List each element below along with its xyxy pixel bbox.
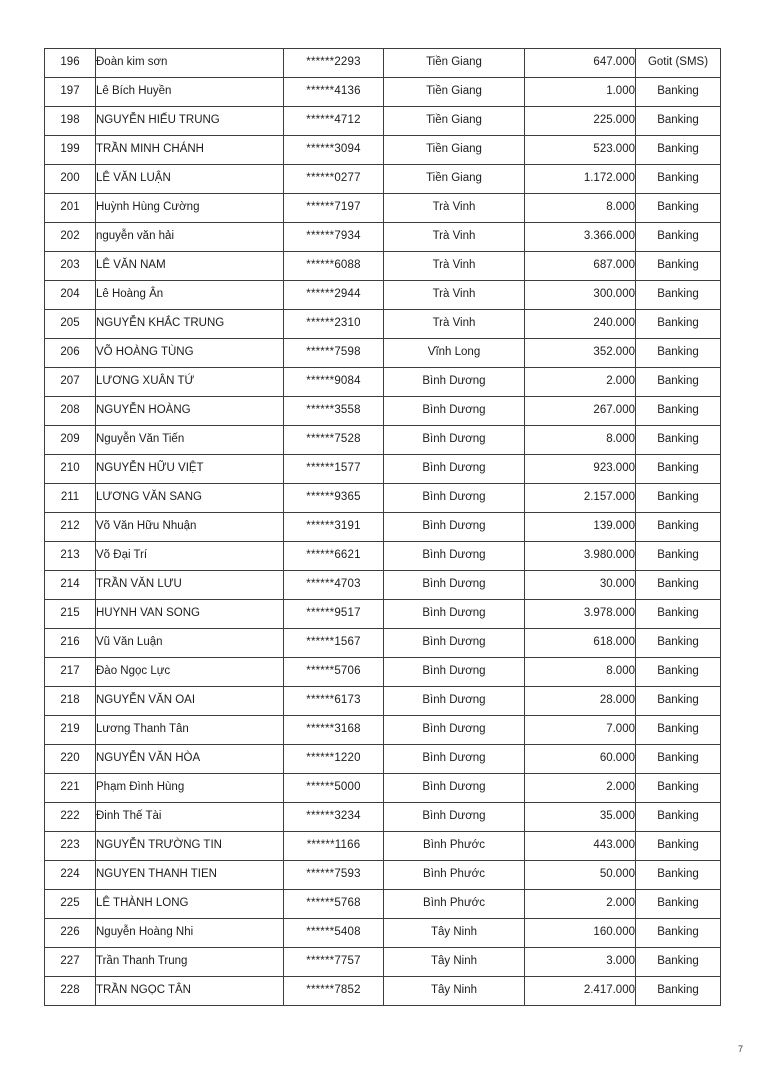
method-cell: Banking <box>636 919 721 948</box>
province-cell: Bình Dương <box>384 716 525 745</box>
page-number: 7 <box>737 1044 743 1054</box>
method-cell: Banking <box>636 803 721 832</box>
name-cell: TRẦN NGỌC TÂN <box>96 977 284 1006</box>
table-row <box>45 78 721 107</box>
phone-cell: ******7593 <box>284 861 384 890</box>
province-cell: Tây Ninh <box>384 948 525 977</box>
name-cell: TRẦN VĂN LƯU <box>96 571 284 600</box>
province-cell: Bình Dương <box>384 658 525 687</box>
row-number-cell: 225 <box>45 890 96 919</box>
table-row <box>45 542 721 571</box>
table-row <box>45 49 721 78</box>
phone-cell: ******5768 <box>284 890 384 919</box>
table-row <box>45 948 721 977</box>
province-cell: Vĩnh Long <box>384 339 525 368</box>
amount-cell: 28.000 <box>525 687 636 716</box>
method-cell: Banking <box>636 194 721 223</box>
method-cell: Banking <box>636 107 721 136</box>
amount-cell: 352.000 <box>525 339 636 368</box>
amount-cell: 1.172.000 <box>525 165 636 194</box>
method-cell: Banking <box>636 310 721 339</box>
province-cell: Trà Vinh <box>384 281 525 310</box>
province-cell: Trà Vinh <box>384 252 525 281</box>
name-cell: Huỳnh Hùng Cường <box>96 194 284 223</box>
amount-cell: 2.417.000 <box>525 977 636 1006</box>
name-cell: HUYNH VAN SONG <box>96 600 284 629</box>
province-cell: Bình Dương <box>384 542 525 571</box>
row-number-cell: 196 <box>45 49 96 78</box>
amount-cell: 35.000 <box>525 803 636 832</box>
phone-cell: ******5408 <box>284 919 384 948</box>
method-cell: Banking <box>636 861 721 890</box>
table-row <box>45 397 721 426</box>
name-cell: LƯƠNG XUÂN TỨ <box>96 368 284 397</box>
method-cell: Banking <box>636 716 721 745</box>
name-cell: NGUYỄN TRƯỜNG TIN <box>96 832 284 861</box>
row-number-cell: 209 <box>45 426 96 455</box>
method-cell: Banking <box>636 687 721 716</box>
phone-cell: ******5000 <box>284 774 384 803</box>
method-cell: Banking <box>636 658 721 687</box>
row-number-cell: 213 <box>45 542 96 571</box>
method-cell: Banking <box>636 136 721 165</box>
table-row <box>45 745 721 774</box>
method-cell: Banking <box>636 426 721 455</box>
province-cell: Tiền Giang <box>384 107 525 136</box>
phone-cell: ******6088 <box>284 252 384 281</box>
method-cell: Banking <box>636 832 721 861</box>
payment-table-body <box>45 49 721 1006</box>
row-number-cell: 224 <box>45 861 96 890</box>
name-cell: LƯƠNG VĂN SANG <box>96 484 284 513</box>
name-cell: NGUYỄN HỮU VIỆT <box>96 455 284 484</box>
table-row <box>45 165 721 194</box>
amount-cell: 160.000 <box>525 919 636 948</box>
province-cell: Bình Dương <box>384 745 525 774</box>
name-cell: Đào Ngọc Lực <box>96 658 284 687</box>
name-cell: TRẦN MINH CHÁNH <box>96 136 284 165</box>
province-cell: Trà Vinh <box>384 194 525 223</box>
phone-cell: ******3094 <box>284 136 384 165</box>
table-row <box>45 513 721 542</box>
row-number-cell: 210 <box>45 455 96 484</box>
table-row <box>45 571 721 600</box>
amount-cell: 923.000 <box>525 455 636 484</box>
table-row <box>45 252 721 281</box>
phone-cell: ******1166 <box>284 832 384 861</box>
province-cell: Bình Dương <box>384 397 525 426</box>
method-cell: Gotit (SMS) <box>636 49 721 78</box>
row-number-cell: 222 <box>45 803 96 832</box>
amount-cell: 267.000 <box>525 397 636 426</box>
amount-cell: 2.000 <box>525 368 636 397</box>
table-row <box>45 629 721 658</box>
table-row <box>45 136 721 165</box>
province-cell: Tiền Giang <box>384 49 525 78</box>
table-row <box>45 716 721 745</box>
row-number-cell: 202 <box>45 223 96 252</box>
amount-cell: 30.000 <box>525 571 636 600</box>
table-row <box>45 223 721 252</box>
amount-cell: 2.000 <box>525 890 636 919</box>
table-row <box>45 107 721 136</box>
name-cell: Nguyễn Hoàng Nhi <box>96 919 284 948</box>
province-cell: Bình Phước <box>384 832 525 861</box>
table-row <box>45 426 721 455</box>
name-cell: Đoàn kim sơn <box>96 49 284 78</box>
table-row <box>45 484 721 513</box>
row-number-cell: 223 <box>45 832 96 861</box>
phone-cell: ******9084 <box>284 368 384 397</box>
phone-cell: ******3191 <box>284 513 384 542</box>
row-number-cell: 208 <box>45 397 96 426</box>
phone-cell: ******9517 <box>284 600 384 629</box>
amount-cell: 60.000 <box>525 745 636 774</box>
name-cell: NGUYỄN KHẮC TRUNG <box>96 310 284 339</box>
name-cell: NGUYỄN HOÀNG <box>96 397 284 426</box>
row-number-cell: 199 <box>45 136 96 165</box>
province-cell: Bình Dương <box>384 774 525 803</box>
row-number-cell: 218 <box>45 687 96 716</box>
name-cell: NGUYỄN HIẾU TRUNG <box>96 107 284 136</box>
amount-cell: 523.000 <box>525 136 636 165</box>
name-cell: Phạm Đình Hùng <box>96 774 284 803</box>
method-cell: Banking <box>636 948 721 977</box>
row-number-cell: 197 <box>45 78 96 107</box>
phone-cell: ******0277 <box>284 165 384 194</box>
phone-cell: ******9365 <box>284 484 384 513</box>
province-cell: Bình Dương <box>384 687 525 716</box>
row-number-cell: 226 <box>45 919 96 948</box>
name-cell: Vũ Văn Luận <box>96 629 284 658</box>
row-number-cell: 216 <box>45 629 96 658</box>
phone-cell: ******6621 <box>284 542 384 571</box>
table-row <box>45 339 721 368</box>
table-row <box>45 194 721 223</box>
table-row <box>45 919 721 948</box>
table-row <box>45 368 721 397</box>
row-number-cell: 214 <box>45 571 96 600</box>
name-cell: Võ Đại Trí <box>96 542 284 571</box>
phone-cell: ******3168 <box>284 716 384 745</box>
row-number-cell: 207 <box>45 368 96 397</box>
province-cell: Tiền Giang <box>384 165 525 194</box>
row-number-cell: 200 <box>45 165 96 194</box>
amount-cell: 50.000 <box>525 861 636 890</box>
row-number-cell: 198 <box>45 107 96 136</box>
method-cell: Banking <box>636 78 721 107</box>
method-cell: Banking <box>636 281 721 310</box>
row-number-cell: 221 <box>45 774 96 803</box>
method-cell: Banking <box>636 542 721 571</box>
province-cell: Bình Dương <box>384 571 525 600</box>
method-cell: Banking <box>636 629 721 658</box>
amount-cell: 300.000 <box>525 281 636 310</box>
method-cell: Banking <box>636 339 721 368</box>
name-cell: LÊ THÀNH LONG <box>96 890 284 919</box>
row-number-cell: 205 <box>45 310 96 339</box>
name-cell: Trần Thanh Trung <box>96 948 284 977</box>
phone-cell: ******6173 <box>284 687 384 716</box>
province-cell: Bình Dương <box>384 629 525 658</box>
method-cell: Banking <box>636 513 721 542</box>
amount-cell: 3.366.000 <box>525 223 636 252</box>
phone-cell: ******4136 <box>284 78 384 107</box>
province-cell: Trà Vinh <box>384 310 525 339</box>
table-row <box>45 774 721 803</box>
method-cell: Banking <box>636 977 721 1006</box>
province-cell: Tây Ninh <box>384 919 525 948</box>
phone-cell: ******7197 <box>284 194 384 223</box>
table-row <box>45 832 721 861</box>
name-cell: NGUYEN THANH TIEN <box>96 861 284 890</box>
name-cell: Lê Bích Huyền <box>96 78 284 107</box>
table-row <box>45 890 721 919</box>
province-cell: Tiền Giang <box>384 78 525 107</box>
method-cell: Banking <box>636 455 721 484</box>
phone-cell: ******4712 <box>284 107 384 136</box>
amount-cell: 7.000 <box>525 716 636 745</box>
name-cell: NGUYỄN VĂN HÒA <box>96 745 284 774</box>
province-cell: Bình Dương <box>384 484 525 513</box>
row-number-cell: 203 <box>45 252 96 281</box>
method-cell: Banking <box>636 223 721 252</box>
row-number-cell: 228 <box>45 977 96 1006</box>
phone-cell: ******5706 <box>284 658 384 687</box>
phone-cell: ******1220 <box>284 745 384 774</box>
phone-cell: ******2293 <box>284 49 384 78</box>
table-row <box>45 977 721 1006</box>
table-row <box>45 658 721 687</box>
table-row <box>45 861 721 890</box>
amount-cell: 443.000 <box>525 832 636 861</box>
province-cell: Tiền Giang <box>384 136 525 165</box>
phone-cell: ******7598 <box>284 339 384 368</box>
province-cell: Bình Dương <box>384 600 525 629</box>
phone-cell: ******3558 <box>284 397 384 426</box>
phone-cell: ******1577 <box>284 455 384 484</box>
amount-cell: 225.000 <box>525 107 636 136</box>
method-cell: Banking <box>636 571 721 600</box>
row-number-cell: 212 <box>45 513 96 542</box>
amount-cell: 3.000 <box>525 948 636 977</box>
payment-table <box>44 48 721 1006</box>
province-cell: Bình Phước <box>384 890 525 919</box>
phone-cell: ******1567 <box>284 629 384 658</box>
method-cell: Banking <box>636 484 721 513</box>
name-cell: Lương Thanh Tân <box>96 716 284 745</box>
amount-cell: 2.000 <box>525 774 636 803</box>
province-cell: Bình Dương <box>384 368 525 397</box>
phone-cell: ******2310 <box>284 310 384 339</box>
amount-cell: 618.000 <box>525 629 636 658</box>
method-cell: Banking <box>636 397 721 426</box>
row-number-cell: 219 <box>45 716 96 745</box>
name-cell: Đinh Thế Tài <box>96 803 284 832</box>
amount-cell: 3.980.000 <box>525 542 636 571</box>
table-row <box>45 455 721 484</box>
row-number-cell: 211 <box>45 484 96 513</box>
phone-cell: ******7852 <box>284 977 384 1006</box>
table-row <box>45 600 721 629</box>
row-number-cell: 206 <box>45 339 96 368</box>
row-number-cell: 227 <box>45 948 96 977</box>
amount-cell: 1.000 <box>525 78 636 107</box>
amount-cell: 8.000 <box>525 426 636 455</box>
province-cell: Bình Phước <box>384 861 525 890</box>
method-cell: Banking <box>636 890 721 919</box>
province-cell: Tây Ninh <box>384 977 525 1006</box>
method-cell: Banking <box>636 368 721 397</box>
table-row <box>45 803 721 832</box>
method-cell: Banking <box>636 600 721 629</box>
row-number-cell: 220 <box>45 745 96 774</box>
row-number-cell: 204 <box>45 281 96 310</box>
amount-cell: 687.000 <box>525 252 636 281</box>
province-cell: Bình Dương <box>384 426 525 455</box>
province-cell: Bình Dương <box>384 803 525 832</box>
province-cell: Bình Dương <box>384 455 525 484</box>
name-cell: VÕ HOÀNG TÙNG <box>96 339 284 368</box>
phone-cell: ******7757 <box>284 948 384 977</box>
amount-cell: 2.157.000 <box>525 484 636 513</box>
phone-cell: ******2944 <box>284 281 384 310</box>
amount-cell: 8.000 <box>525 658 636 687</box>
amount-cell: 647.000 <box>525 49 636 78</box>
name-cell: Võ Văn Hữu Nhuận <box>96 513 284 542</box>
name-cell: Nguyễn Văn Tiến <box>96 426 284 455</box>
amount-cell: 139.000 <box>525 513 636 542</box>
name-cell: nguyễn văn hải <box>96 223 284 252</box>
province-cell: Bình Dương <box>384 513 525 542</box>
phone-cell: ******7934 <box>284 223 384 252</box>
phone-cell: ******4703 <box>284 571 384 600</box>
province-cell: Trà Vinh <box>384 223 525 252</box>
row-number-cell: 201 <box>45 194 96 223</box>
method-cell: Banking <box>636 252 721 281</box>
name-cell: LÊ VĂN NAM <box>96 252 284 281</box>
row-number-cell: 215 <box>45 600 96 629</box>
method-cell: Banking <box>636 165 721 194</box>
name-cell: Lê Hoàng Ân <box>96 281 284 310</box>
method-cell: Banking <box>636 745 721 774</box>
name-cell: NGUYỄN VĂN OAI <box>96 687 284 716</box>
table-row <box>45 310 721 339</box>
name-cell: LÊ VĂN LUẬN <box>96 165 284 194</box>
phone-cell: ******7528 <box>284 426 384 455</box>
amount-cell: 3.978.000 <box>525 600 636 629</box>
amount-cell: 8.000 <box>525 194 636 223</box>
amount-cell: 240.000 <box>525 310 636 339</box>
table-row <box>45 687 721 716</box>
method-cell: Banking <box>636 774 721 803</box>
row-number-cell: 217 <box>45 658 96 687</box>
phone-cell: ******3234 <box>284 803 384 832</box>
table-row <box>45 281 721 310</box>
